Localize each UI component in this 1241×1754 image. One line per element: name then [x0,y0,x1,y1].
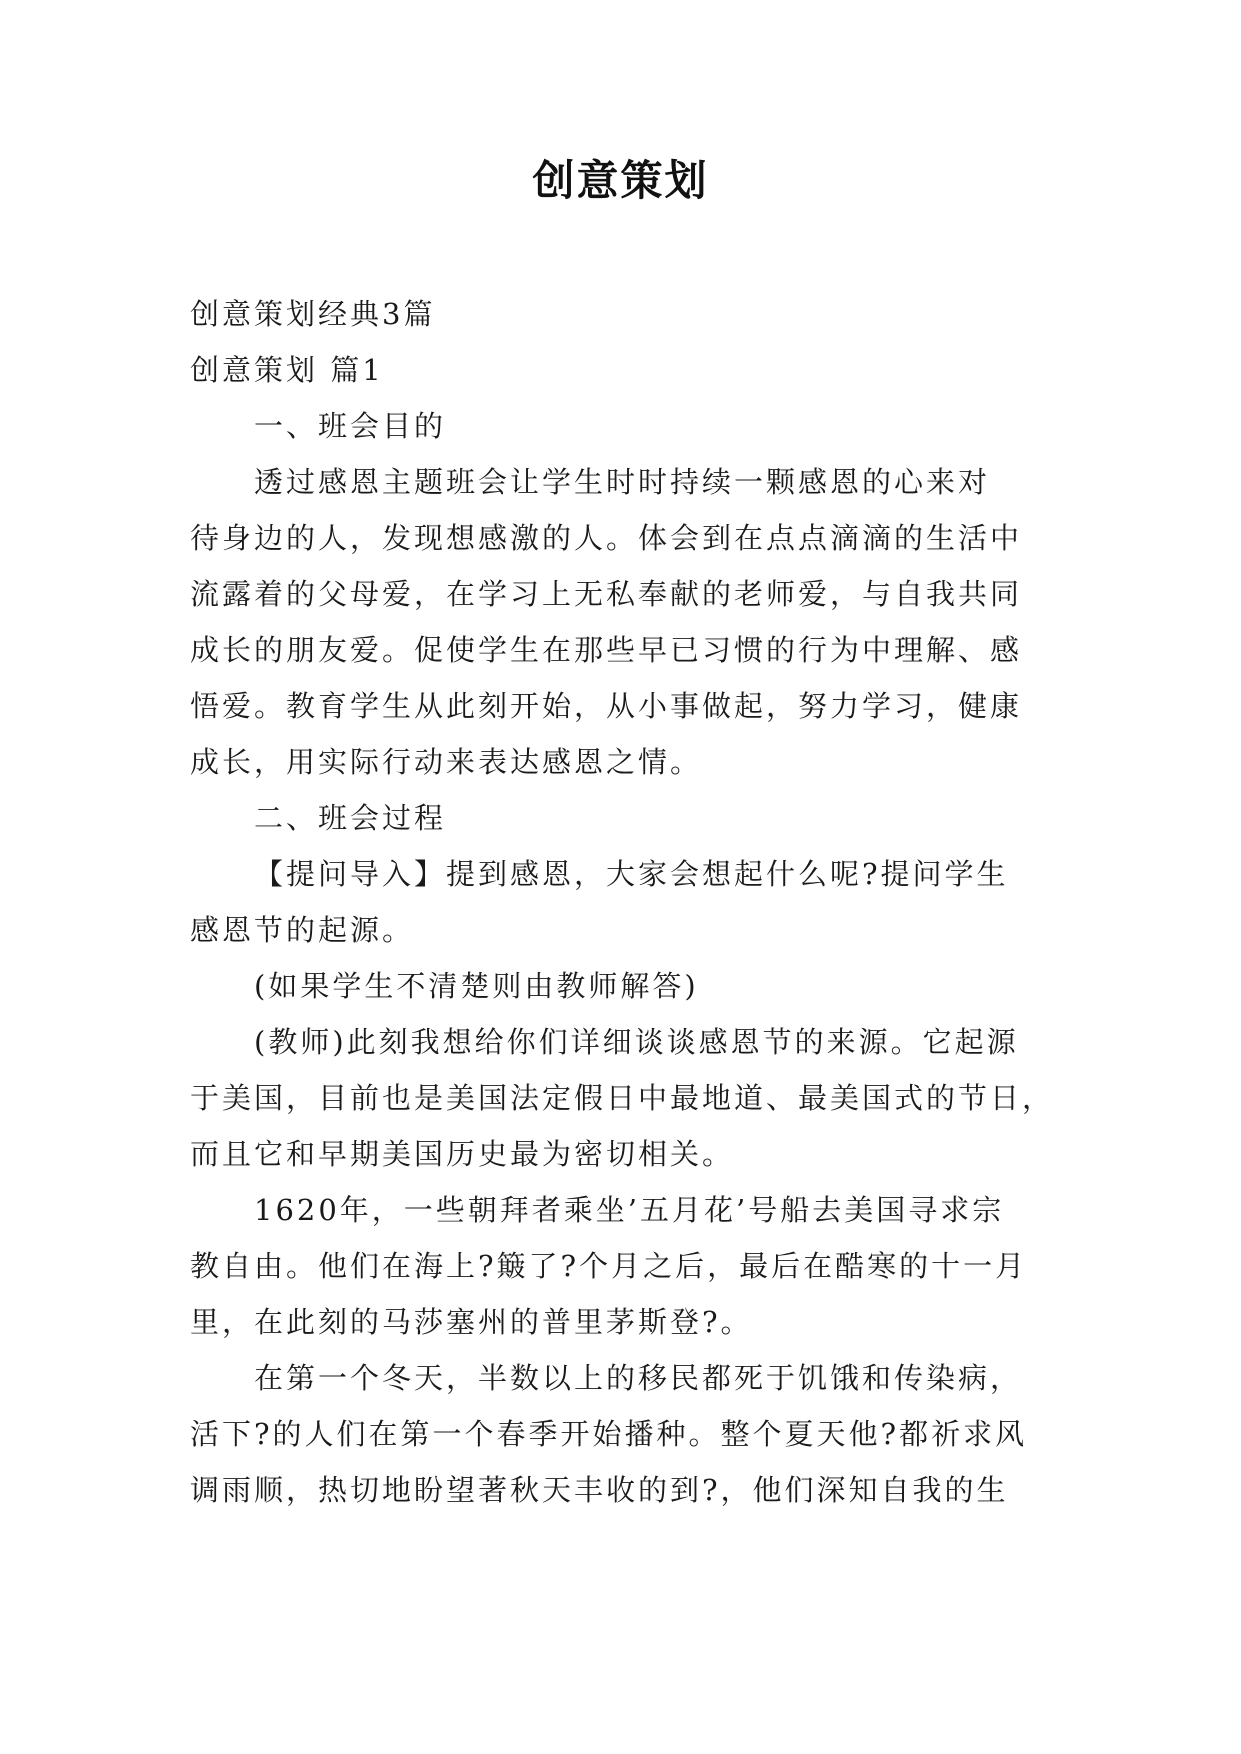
document-body [190,286,1055,1518]
section-heading: 创意策划 篇1 [190,353,384,387]
paragraph [190,454,1052,790]
paragraph [190,1350,1052,1518]
paragraph-line: 流露着的父母爱，在学习上无私奉献的老师爱，与自我共同 [190,577,1023,611]
paragraph-line: 而且它和早期美国历史最为密切相关。 [190,1137,735,1171]
paragraph-line: 感恩节的起源。 [190,913,415,947]
paragraph [190,790,1052,846]
paragraph-line: 1620年，一些朝拜者乘坐’五月花’号船去美国寻求宗 [254,1193,1005,1227]
paragraph-line: 透过感恩主题班会让学生时时持续一颗感恩的心来对 [254,465,991,499]
paragraph-line: 成长，用实际行动来表达感恩之情。 [190,745,703,779]
paragraph-line: (如果学生不清楚则由教师解答) [254,969,699,1003]
paragraph-line: 于美国，目前也是美国法定假日中最地道、最美国式的节日， [190,1081,1055,1115]
page-title: 创意策划 [532,156,709,205]
paragraph [190,1182,1052,1350]
paragraph-line: 调雨顺，热切地盼望著秋天丰收的到?，他们深知自我的生 [190,1473,1009,1507]
paragraph-line: 在第一个冬天，半数以上的移民都死于饥饿和传染病， [254,1361,1023,1395]
document-subtitle: 创意策划经典3篇 [190,297,436,331]
paragraph [190,1014,1055,1182]
paragraph [190,846,1052,958]
paragraph-line: 【提问导入】提到感恩，大家会想起什么呢?提问学生 [254,857,1009,891]
paragraph-list [190,398,1055,1518]
paragraph-line: 里，在此刻的马莎塞州的普里茅斯登?。 [190,1305,753,1339]
paragraph [190,958,1052,1014]
paragraph-line: (教师)此刻我想给你们详细谈谈感恩节的来源。它起源 [254,1025,1019,1059]
paragraph-line: 待身边的人，发现想感激的人。体会到在点点滴滴的生活中 [190,521,1023,555]
paragraph-line: 活下?的人们在第一个春季开始播种。整个夏天他?都祈求风 [190,1417,1028,1451]
paragraph-line: 一、班会目的 [254,409,447,443]
paragraph-line: 教自由。他们在海上?簸了?个月之后，最后在酷寒的十一月 [190,1249,1028,1283]
paragraph [190,398,1052,454]
paragraph-line: 成长的朋友爱。促使学生在那些早已习惯的行为中理解、感 [190,633,1023,667]
paragraph-line: 悟爱。教育学生从此刻开始，从小事做起，努力学习，健康 [190,689,1023,723]
paragraph-line: 二、班会过程 [254,801,447,835]
